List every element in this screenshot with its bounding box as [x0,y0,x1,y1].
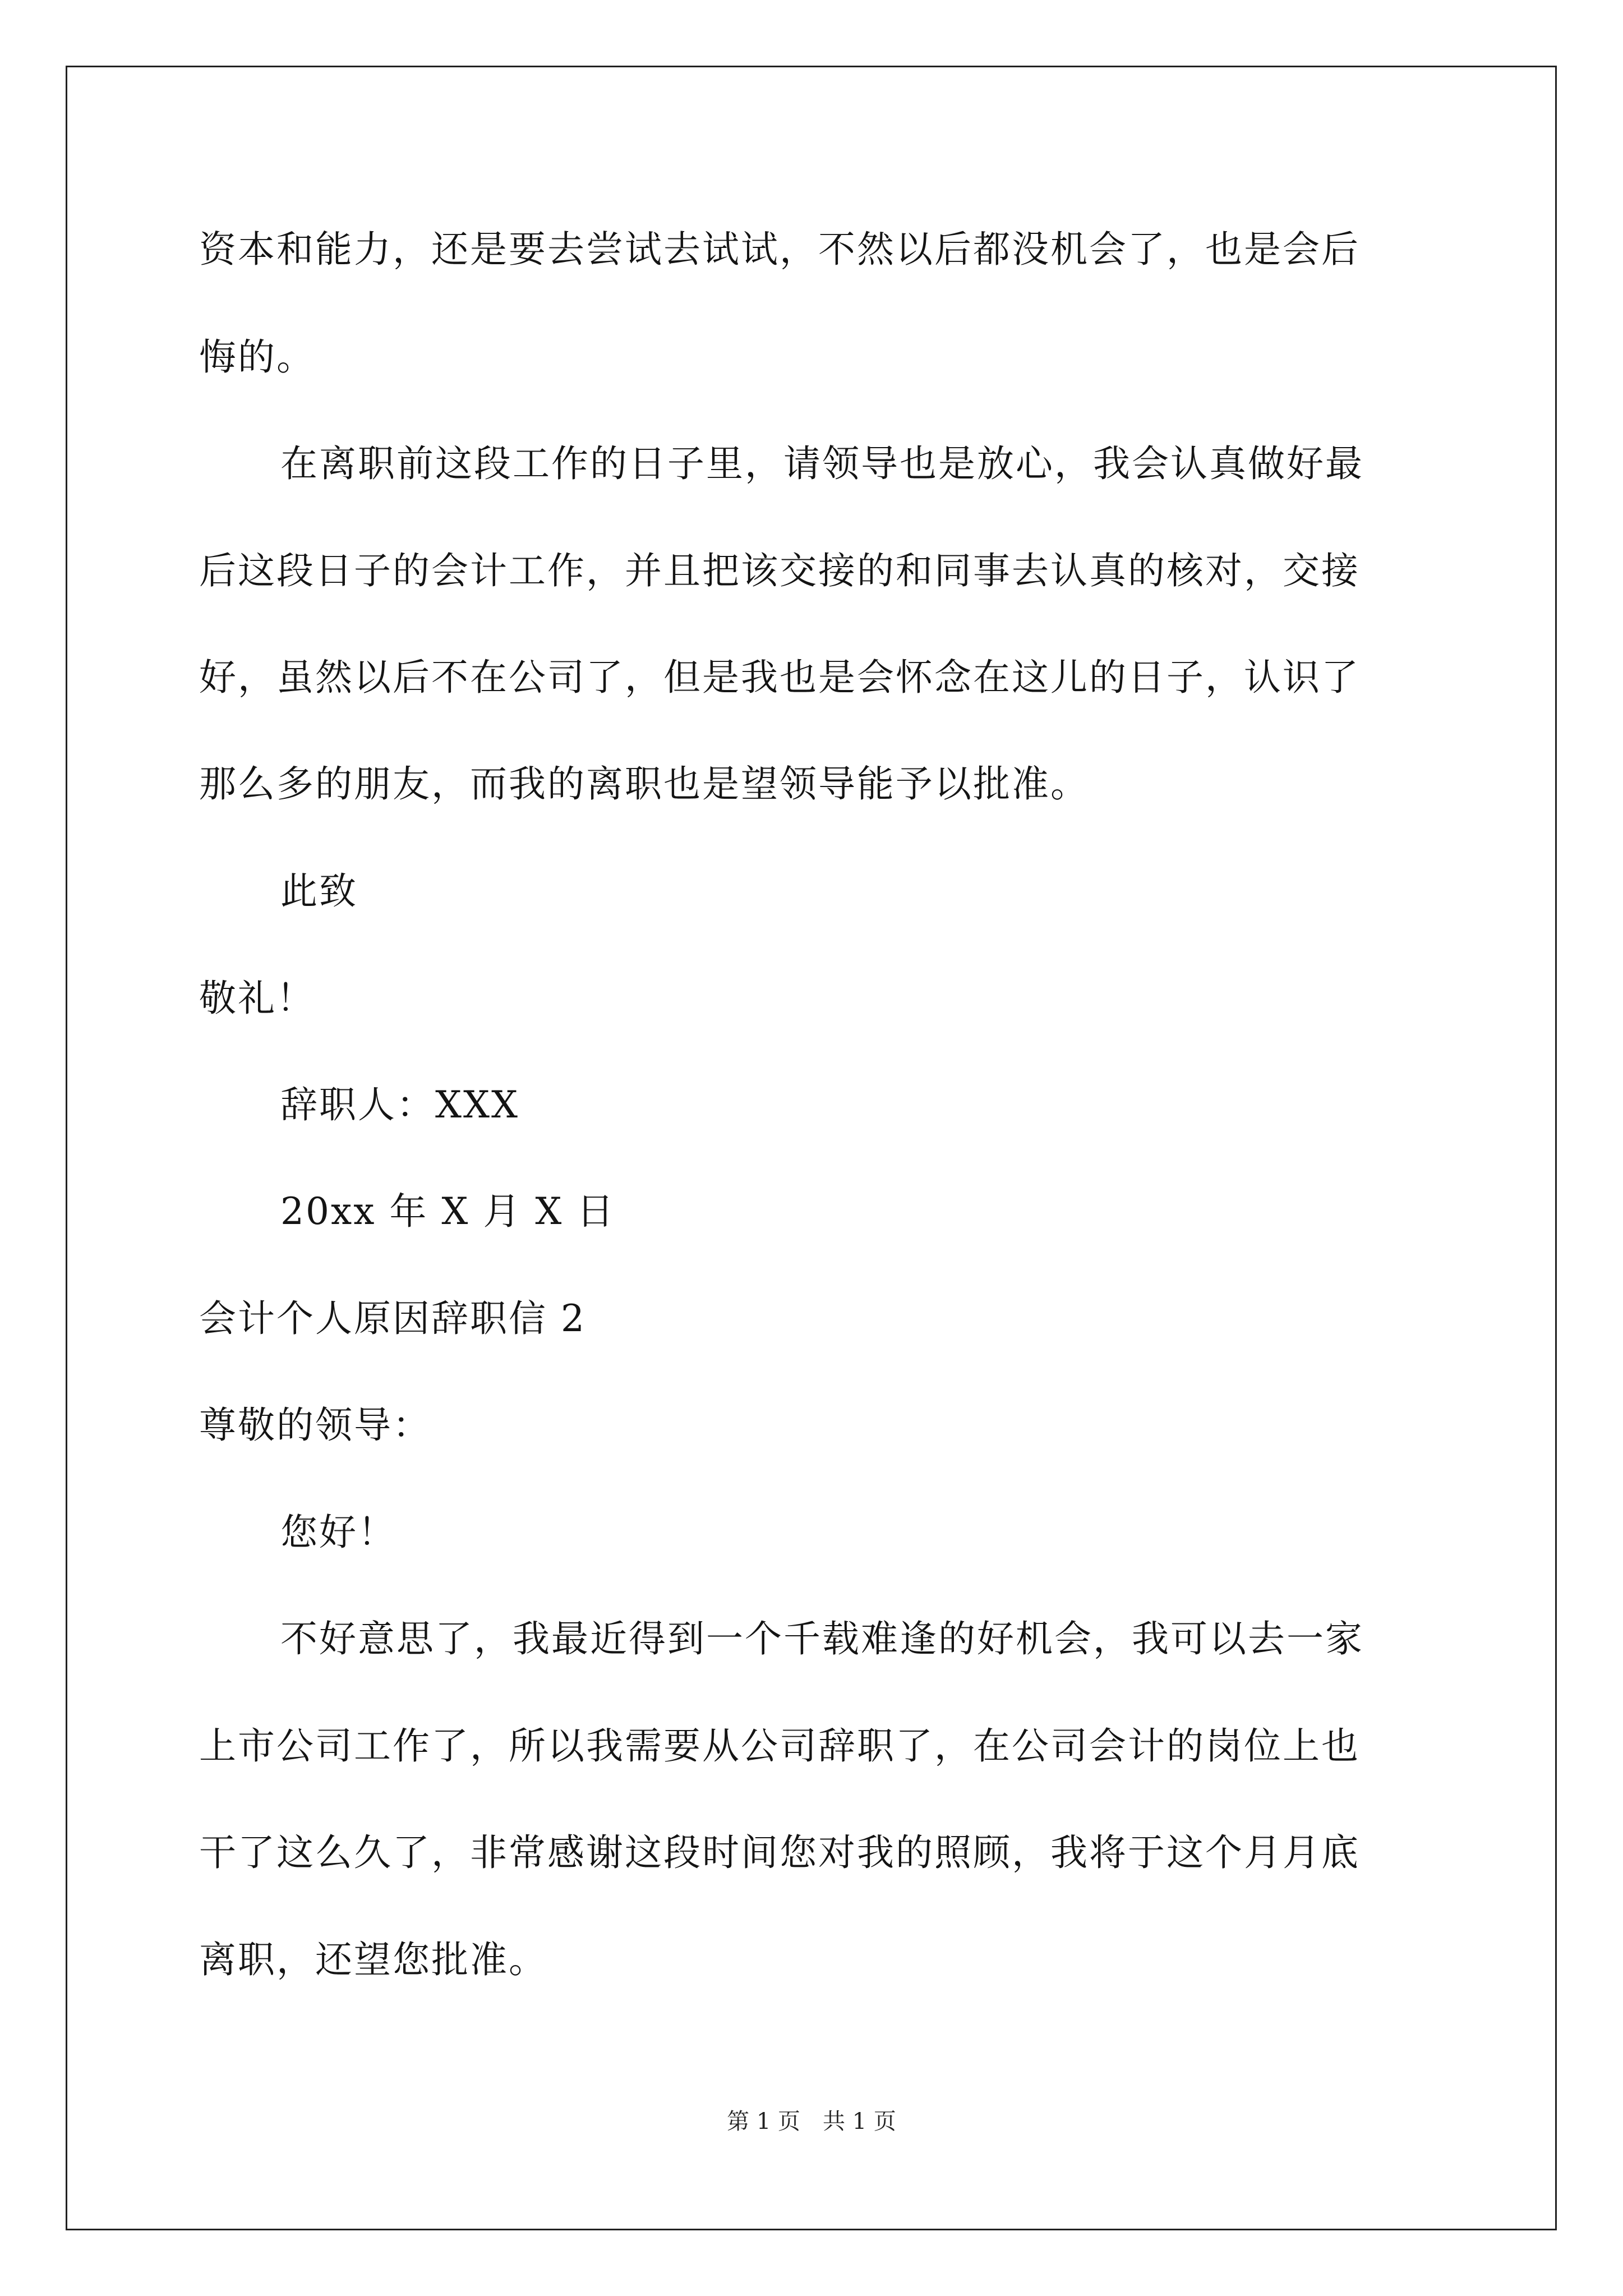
closing-regards: 敬礼！ [199,977,315,1020]
paragraph-line: 离职，还望您批准。 [199,1938,547,1981]
paragraph-line: 干了这么久了，非常感谢这段时间您对我的照顾，我将于这个月月底 [199,1831,1360,1874]
paragraph-line: 不好意思了，我最近得到一个千载难逢的好机会，我可以去一家 [280,1617,1364,1660]
paragraph-line: 上市公司工作了，所以我需要从公司辞职了，在公司会计的岗位上也 [199,1724,1360,1768]
paragraph-line: 好，虽然以后不在公司了，但是我也是会怀念在这儿的日子，认识了 [199,656,1360,699]
date-line: 20xx 年 X 月 X 日 [280,1190,616,1233]
paragraph-line: 那么多的朋友，而我的离职也是望领导能予以批准。 [199,762,1089,806]
page-footer [0,2105,1623,2138]
page-total: 共 1 页 [823,2109,896,2134]
section-title: 会计个人原因辞职信 2 [199,1297,586,1340]
paragraph-line: 资本和能力，还是要去尝试去试试，不然以后都没机会了，也是会后 [199,228,1360,271]
greeting-line: 尊敬的领导： [199,1404,431,1447]
paragraph-line: 悔的。 [199,335,315,379]
signature-line: 辞职人：XXX [280,1083,519,1126]
paragraph-line: 后这段日子的会计工作，并且把该交接的和同事去认真的核对，交接 [199,549,1360,592]
paragraph-line: 在离职前这段工作的日子里，请领导也是放心，我会认真做好最 [280,442,1364,485]
greeting-line: 您好！ [280,1511,396,1554]
closing-salutation: 此致 [280,869,358,913]
page-number: 第 1 页 [727,2109,800,2134]
